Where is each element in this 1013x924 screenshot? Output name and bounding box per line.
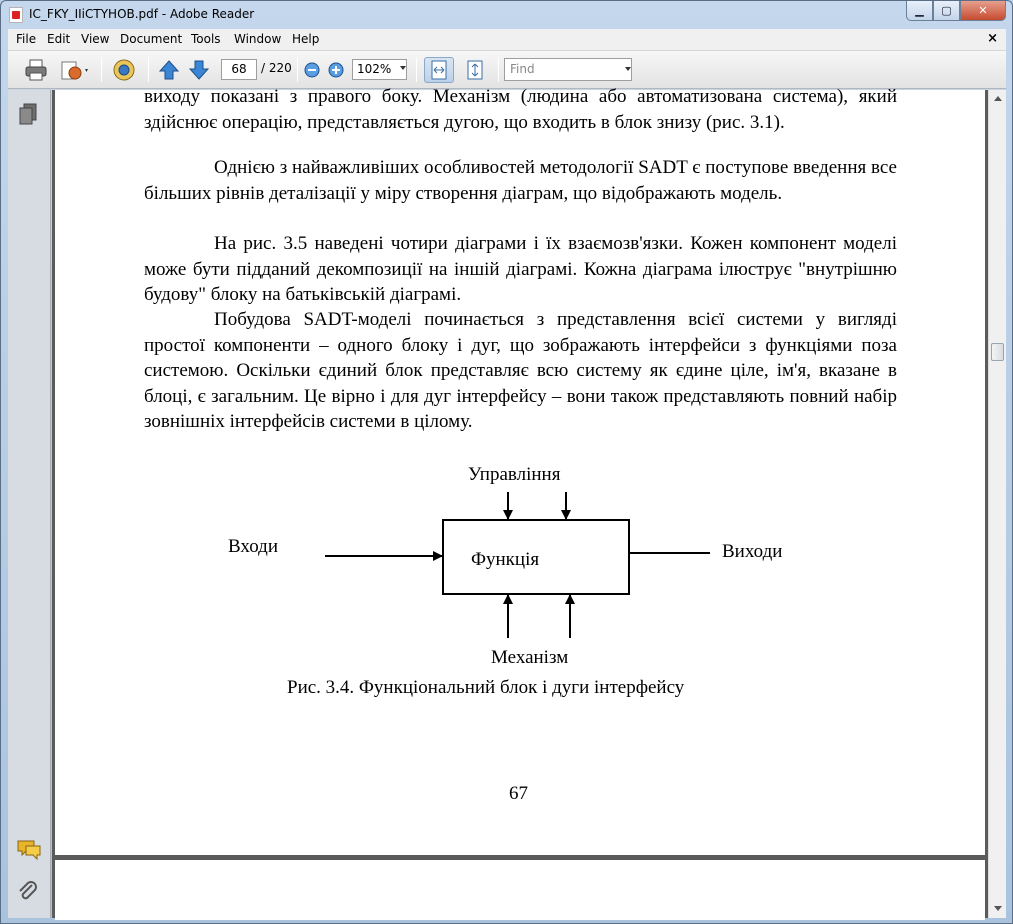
window-controls xyxy=(906,1,1006,21)
scroll-down-icon[interactable] xyxy=(994,906,1002,911)
zoom-level-select[interactable]: 102% xyxy=(352,59,407,80)
zoom-out-button[interactable] xyxy=(302,57,322,83)
collaborate-icon xyxy=(110,58,138,82)
function-label: Функція xyxy=(471,549,540,570)
page-total-label: / 220 xyxy=(261,61,292,75)
menu-edit[interactable]: Edit xyxy=(47,32,71,46)
collaborate-button[interactable] xyxy=(109,57,139,83)
vertical-scrollbar[interactable] xyxy=(988,90,1006,918)
menu-help[interactable]: Help xyxy=(292,32,320,46)
scroll-up-icon[interactable] xyxy=(994,96,1002,101)
figure-caption: Рис. 3.4. Функціональний блок і дуги інтерфейсу xyxy=(287,677,685,698)
next-page-icon xyxy=(188,59,210,81)
menu-file[interactable]: File xyxy=(16,32,37,46)
menu-window[interactable]: Window xyxy=(234,32,282,46)
zoom-in-button[interactable] xyxy=(326,57,346,83)
menu-tools[interactable]: Tools xyxy=(191,32,221,46)
paragraph-4: Побудова SADT-моделі починається з представлення всієї системи у вигляді простої компоненти – одного блоку і дуг, що зображають інтерфейси з функціями поза системою. Оскільки єдиний блок представляє всю систему як єдине ціле, ім'я, вказане в блоці, є загальним. Це вірно і для дуг інтерфейсу – вони також представляють повний набір зовнішніх інтерфейсів системи в цілому. xyxy=(144,309,897,432)
minimize-button[interactable]: ▁ xyxy=(906,1,933,21)
menu-document[interactable]: Document xyxy=(120,32,183,46)
scrollbar-thumb[interactable] xyxy=(991,343,1004,361)
pages-panel-button[interactable] xyxy=(16,102,40,129)
navigation-panel xyxy=(8,90,51,918)
attachments-panel-button[interactable] xyxy=(16,880,40,907)
menu-bar xyxy=(8,29,1006,51)
maximize-button[interactable]: ▢ xyxy=(933,1,960,21)
close-document-button[interactable]: × xyxy=(987,31,998,46)
next-page-button[interactable] xyxy=(186,57,212,83)
input-label: Входи xyxy=(228,536,278,557)
paragraph-3: На рис. 3.5 наведені чотири діаграми і їх взаємозв'язки. Кожен компонент моделі може бути підданий декомпозиції на іншій діаграмі. Кожна діаграма ілюструє "внутрішню будову" блоку на батьківській діаграмі. xyxy=(144,233,897,305)
export-button[interactable] xyxy=(58,57,92,83)
print-icon xyxy=(24,59,48,81)
window-title: IC_FKY_IIiCTYHOB.pdf - Adobe Reader xyxy=(29,7,255,21)
previous-page-button[interactable] xyxy=(156,57,182,83)
previous-page-icon xyxy=(158,59,180,81)
page-number-input[interactable]: 68 xyxy=(221,59,257,80)
pdf-file-icon xyxy=(9,7,23,23)
pdf-page xyxy=(55,86,985,855)
output-label: Виходи xyxy=(722,541,783,562)
comments-panel-button[interactable] xyxy=(16,838,42,863)
fit-width-button[interactable] xyxy=(424,57,454,83)
fit-width-icon xyxy=(429,59,449,81)
paragraph-2: Однією з найважливіших особливостей методології SADT є поступове введення все більших рівнів деталізації у міру створення діаграм, що відображають модель. xyxy=(144,157,897,204)
document-view[interactable] xyxy=(52,86,988,918)
paragraph-1: виходу показані з правого боку. Механізм (людина або автоматизована система), який здійснює операцію, представляється дугою, що входить в блок знизу (рис. 3.1). xyxy=(144,86,897,133)
page-number: 67 xyxy=(509,783,528,804)
attachments-icon xyxy=(16,880,40,904)
pages-icon xyxy=(16,102,40,126)
fit-page-icon xyxy=(465,59,485,81)
chevron-down-icon[interactable] xyxy=(400,66,406,70)
next-pdf-page xyxy=(55,860,985,920)
menu-view[interactable]: View xyxy=(81,32,110,46)
control-label: Управління xyxy=(468,464,561,485)
comments-icon xyxy=(16,838,42,860)
find-options-chevron-icon[interactable] xyxy=(625,67,631,71)
mechanism-label: Механізм xyxy=(491,647,569,668)
print-button[interactable] xyxy=(22,57,50,83)
zoom-in-icon xyxy=(327,61,345,79)
zoom-out-icon xyxy=(303,61,321,79)
close-window-button[interactable]: ✕ xyxy=(960,1,1006,21)
fit-page-button[interactable] xyxy=(460,57,490,83)
title-bar xyxy=(1,1,1012,29)
export-icon xyxy=(58,59,92,81)
find-input[interactable]: Find xyxy=(504,58,632,81)
